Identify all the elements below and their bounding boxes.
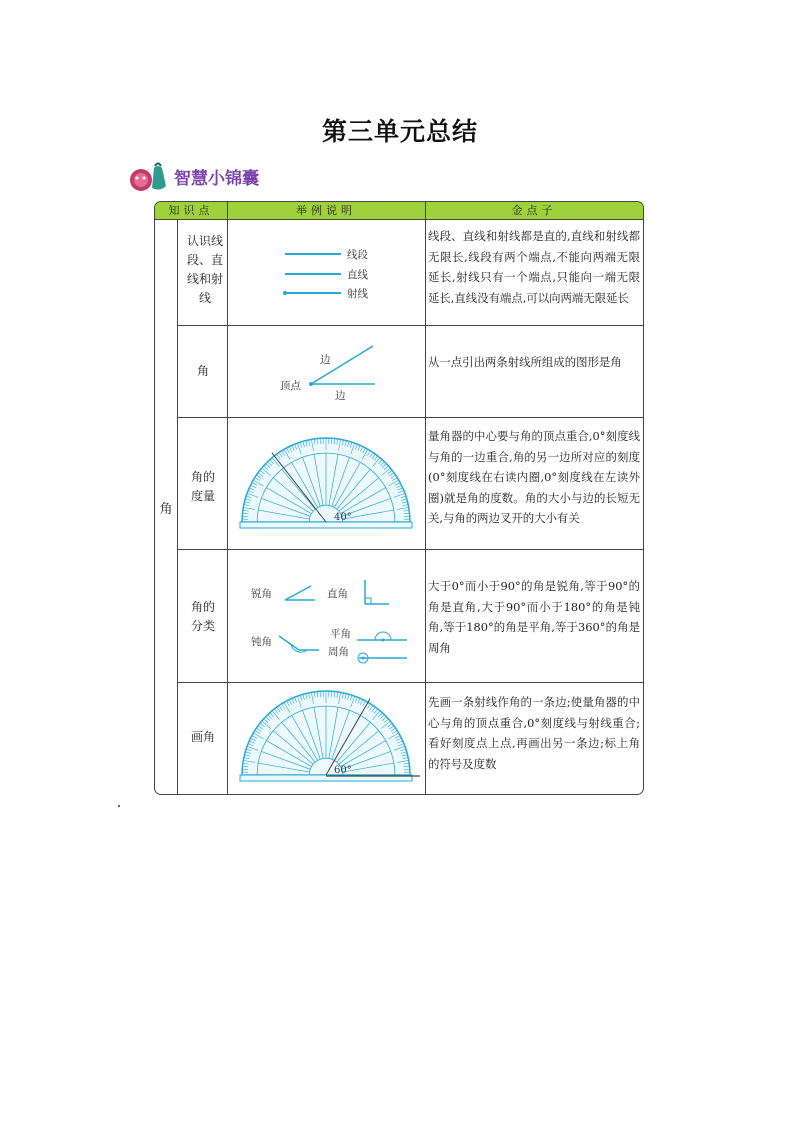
- angle-vertex: [309, 382, 313, 386]
- protractor-measure-illustration: [227, 418, 425, 549]
- column-divider: [425, 202, 426, 795]
- section-label: 智慧小锦囊: [174, 169, 259, 189]
- row-topic-lines: 角的 分类: [190, 600, 215, 633]
- row-topic-lines: 画角: [190, 730, 215, 744]
- angle-types-illustration: [227, 550, 425, 682]
- row-tip: 从一点引出两条射线所组成的图形是角: [428, 355, 622, 369]
- label-vertex: 顶点: [280, 380, 301, 392]
- line-types-illustration: [227, 220, 425, 325]
- summary-table: [154, 201, 644, 795]
- svg-text:60°: 60°: [334, 765, 352, 776]
- label-segment: 线段: [347, 249, 368, 261]
- label-straight: 平角: [330, 628, 351, 640]
- header-cell-tips: 金点子: [425, 202, 643, 220]
- label-right: 直角: [327, 588, 348, 600]
- label-full: 周角: [328, 646, 349, 658]
- page-title: 第三单元总结: [321, 117, 478, 146]
- header-cell-knowledge: 知识点: [155, 202, 227, 220]
- row-tip: 线段、直线和射线都是直的,直线和射线都无限长,线段有两个端点,不能向两端无限延长,射线只有一个端点,只能向一端无限延长,直线没有端点,可以向两端无限延长: [428, 229, 640, 305]
- row-tip: 量角器的中心要与角的顶点重合,0°刻度线与角的一边重合,角的另一边所对应的刻度(0°刻度线在右读内圈,0°刻度线在左读外圈)就是角的度数。角的大小与边的长短无关,与角的两边叉开的大小有关: [428, 429, 640, 525]
- row-topic-lines: 角: [196, 364, 209, 378]
- label-side-lower: 边: [335, 390, 346, 402]
- group-divider: [177, 220, 178, 795]
- header-cell-example: 举例说明: [227, 202, 425, 220]
- protractor-icon: [240, 691, 420, 781]
- stray-mark: [118, 805, 120, 807]
- row-tip: 大于0°而小于90°的角是锐角,等于90°的角是直角,大于90°而小于180°的角是钝角,等于180°的角是平角,等于360°的角是周角: [428, 579, 640, 655]
- pouch-icon: [128, 160, 172, 194]
- protractor-icon: [240, 438, 412, 528]
- label-obtuse: 钝角: [251, 636, 272, 648]
- svg-text:40°: 40°: [334, 512, 352, 523]
- group-label: 角: [159, 502, 173, 517]
- label-ray: 射线: [347, 288, 368, 300]
- label-side-upper: 边: [320, 354, 331, 366]
- row-tip: 先画一条射线作角的一条边;使量角器的中心与角的顶点重合,0°刻度线与射线重合;看好刻度点上点,再画出另一条边;标上角的符号及度数: [428, 695, 640, 771]
- row-topic-lines: 角的 度量: [190, 470, 215, 503]
- ray-endpoint: [283, 291, 287, 295]
- label-line: 直线: [347, 269, 368, 281]
- label-acute: 锐角: [251, 588, 272, 600]
- row-topic-lines: 认识线 段、直 线和射 线: [186, 234, 223, 305]
- angle-illustration: [227, 326, 425, 417]
- protractor-draw-illustration: [227, 683, 425, 795]
